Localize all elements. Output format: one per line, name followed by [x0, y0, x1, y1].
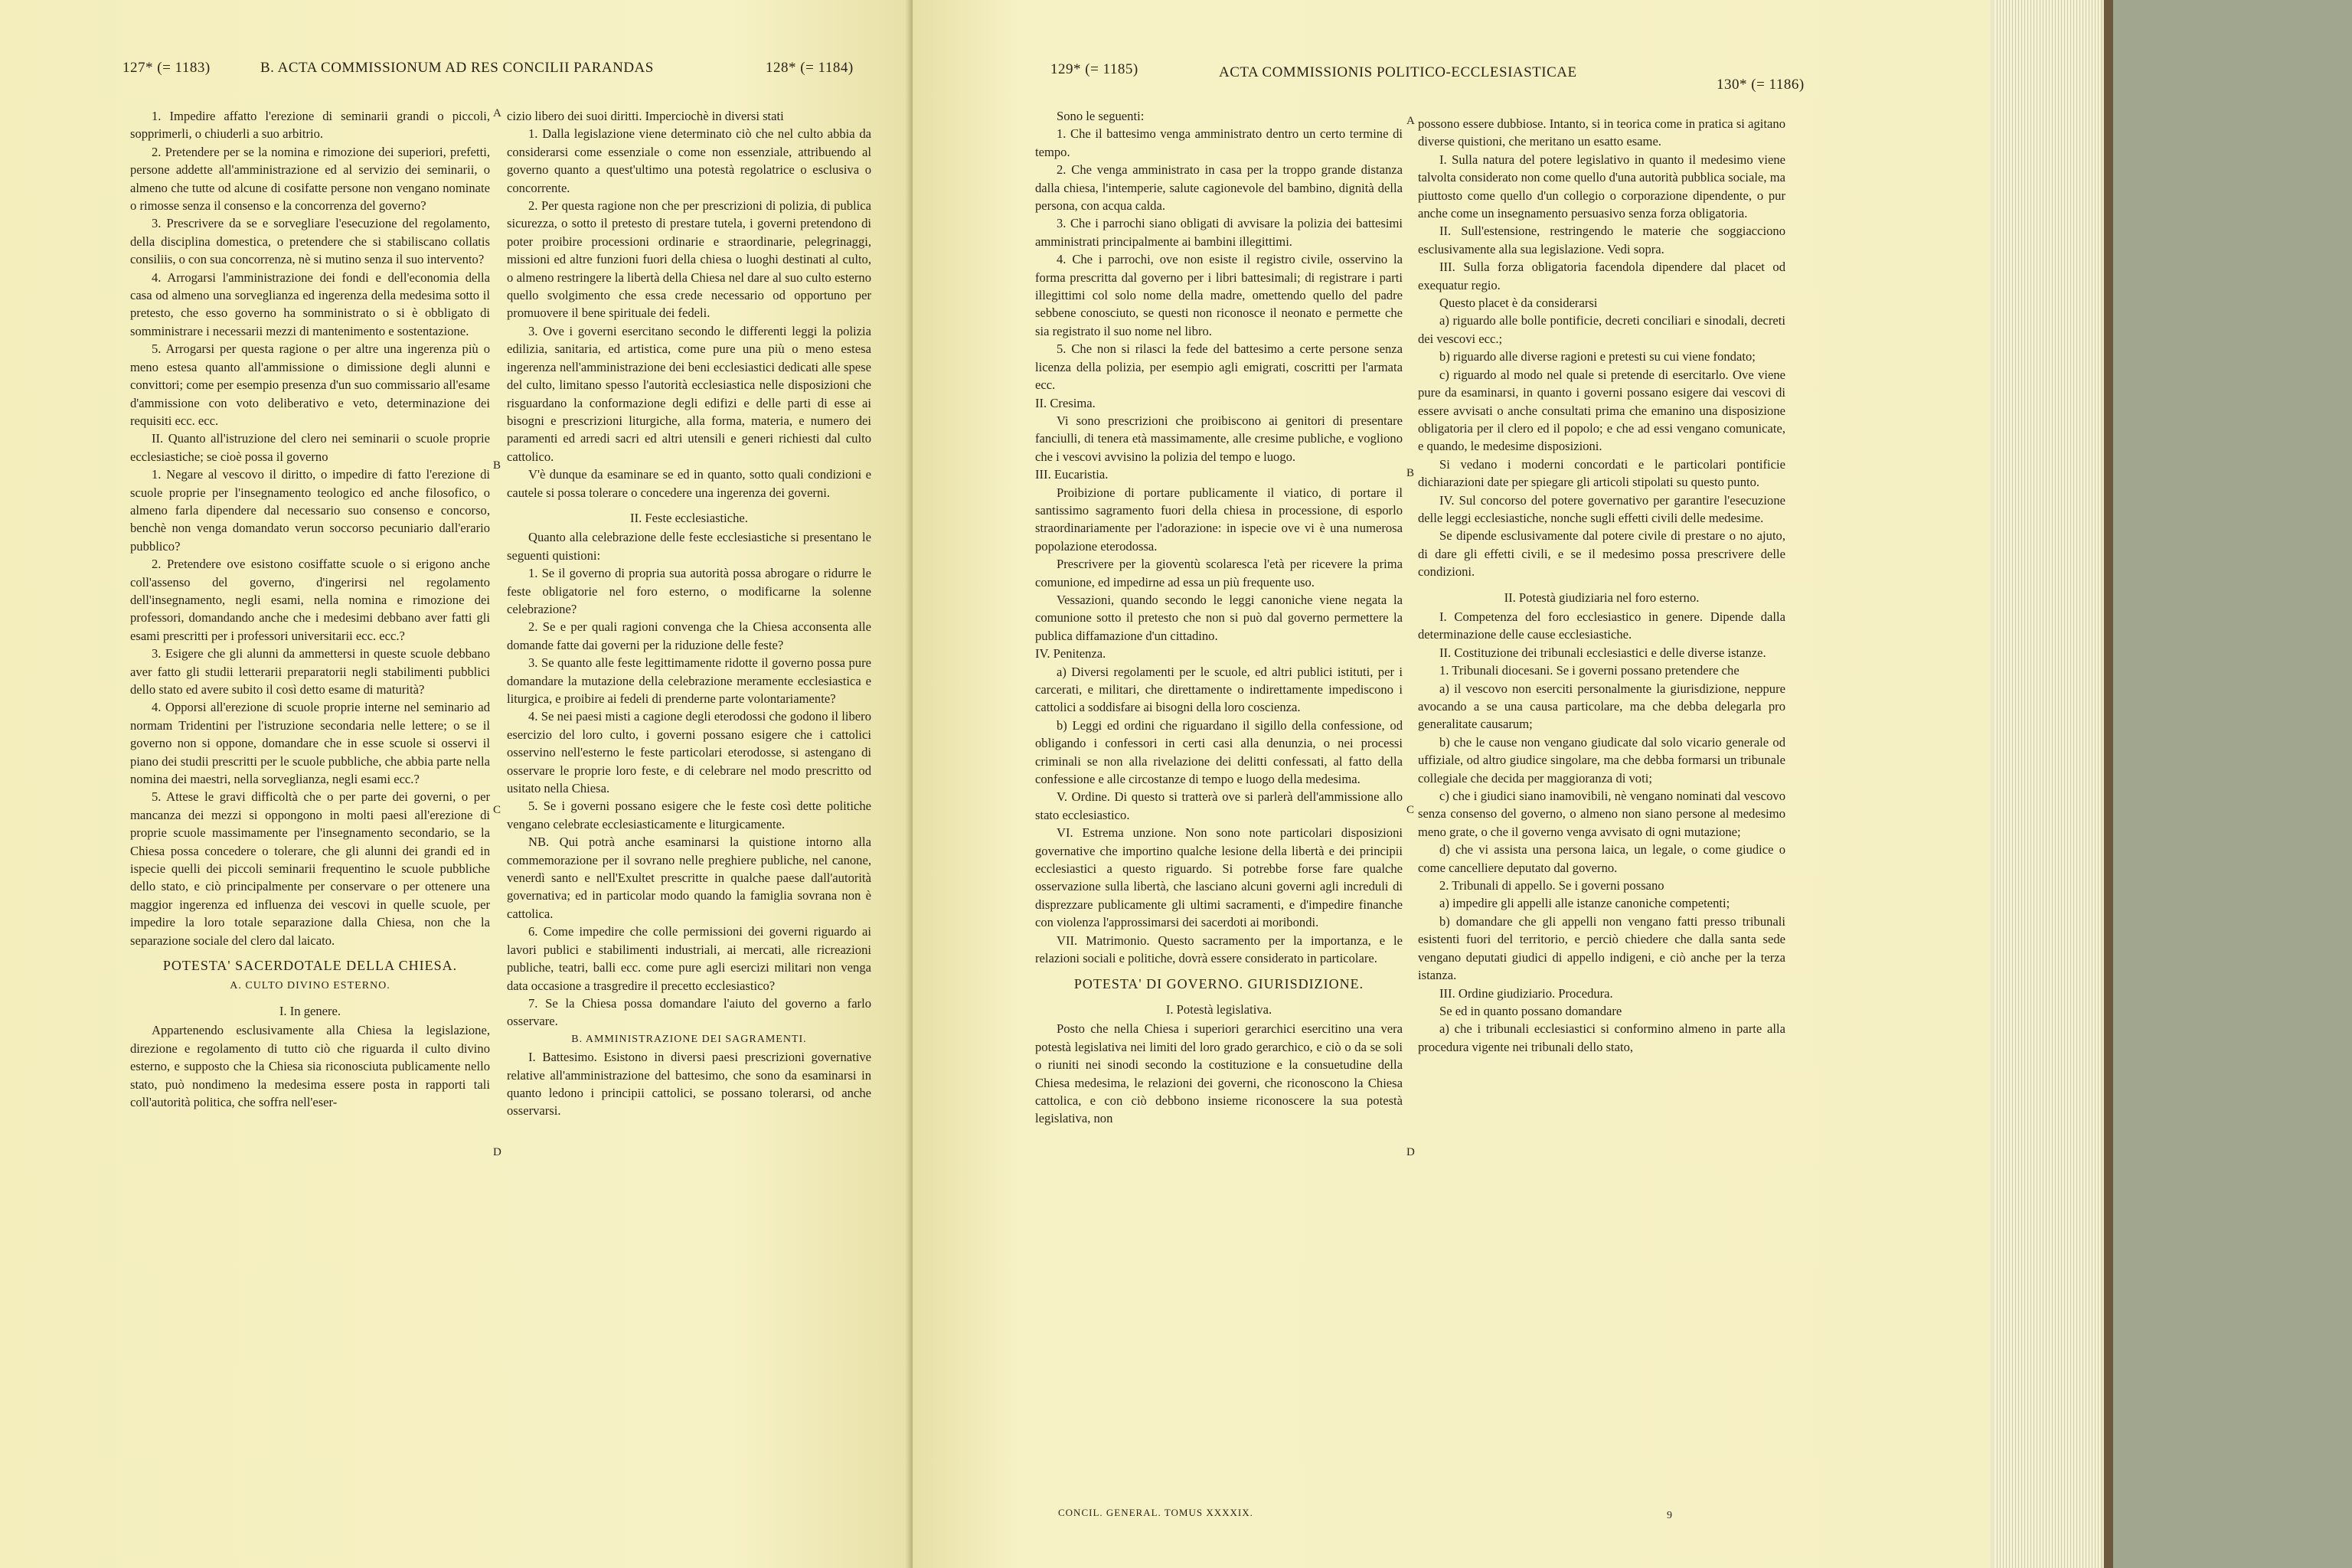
paragraph: V'è dunque da esaminare se ed in quanto, sotto quali condizioni e cautele si possa tolerare o concedere una ingerenza dei governi. — [507, 467, 871, 500]
paragraph: a) che i tribunali ecclesiastici si conformino almeno in parte alla procedura vigente nei tribunali dello stato, — [1418, 1021, 1785, 1054]
margin-letter-d: D — [1406, 1146, 1415, 1158]
paragraph: 3. Prescrivere da se e sorvegliare l'esecuzione del regolamento, della disciplina domestica, o pretendere che si stabiliscano collatis consiliis, o con sua concorrenza, nè si mutino senza il suo intervento? — [130, 216, 490, 267]
paragraph: b) che le cause non vengano giudicate dal solo vicario generale od uffiziale, od altro giudice singolare, ma che debba formarsi un tribunale collegiale che decida per maggioranza di voti; — [1418, 734, 1785, 786]
paragraph: B. AMMINISTRAZIONE DEI SAGRAMENTI. — [571, 1033, 807, 1045]
paragraph: III. Eucaristia. — [1035, 467, 1109, 482]
paragraph: c) riguardo al modo nel quale si pretende di esercitarlo. Ove viene pure da esaminarsi, in quanto i governi possano esigere dai vescovi di essere avvisati o anche consultati prima che emanino una disposizione obligatoria per il clero ed il popolo; e che ad essi vengano comunicate, e quando, le medesime disposizioni. — [1418, 367, 1785, 454]
paragraph: Vessazioni, quando secondo le leggi canoniche viene negata la comunione sotto il pretesto che non si può dal governo permettere la publica diffamazione d'un cittadino. — [1035, 592, 1403, 643]
paragraph: b) riguardo alle diverse ragioni e pretesti su cui viene fondato; — [1439, 349, 1756, 364]
paragraph: 2. Pretendere ove esistono cosiffatte scuole o si erigono anche coll'assenso del governo, d'ingerirsi nel regolamento dell'insegnamento, negli esami, nella nomina e rimozione dei professori, domandando anche che i medesimi debbano aver fatti gli esami prescritti per i professori universitarii ecc. ecc.? — [130, 557, 490, 643]
paragraph: 1. Dalla legislazione viene determinato ciò che nel culto abbia da considerarsi come essenziale o come non essenziale, attribuendo al governo quanto a quest'ultimo una potestà regolatrice o esclusiva o concorrente. — [507, 126, 871, 195]
paragraph: 1. Se il governo di propria sua autorità possa abrogare o ridurre le feste obligatorie nel foro esterno, o modificarne la solenne celebrazione? — [507, 566, 871, 616]
left-page-number-b: 128* (= 1184) — [766, 60, 854, 76]
margin-letter-a: A — [493, 107, 501, 119]
paragraph: Se ed in quanto possano domandare — [1439, 1003, 1622, 1018]
paragraph: POTESTA' SACERDOTALE DELLA CHIESA. — [162, 958, 458, 974]
paragraph: VI. Estrema unzione. Non sono note particolari disposizioni governative che importino qualche lesione della libertà e dei principii ecclesiastici a questo riguardo. Si potrebbe forse fare qualche osservazione sulla libertà, che lasciano alcuni governi agli increduli di disprezzare publicamente gli ultimi sacramenti, e d'impedire finanche con violenza l'approssimarsi dei sacerdoti ai moribondi. — [1035, 825, 1403, 930]
margin-letter-b: B — [493, 459, 501, 472]
paragraph: II. Potestà giudiziaria nel foro esterno. — [1504, 590, 1700, 605]
paragraph: b) Leggi ed ordini che riguardano il sigillo della confessione, od obligando i confessori in certi casi alla denunzia, o nei processi criminali se non alla rivelazione dei delitti confessati, al fatto della confessione e alle circostanze di tempo e luogo della medesima. — [1035, 717, 1403, 787]
paragraph: possono essere dubbiose. Intanto, si in teorica come in pratica si agitano diverse quistioni, che meritano un esatto esame. — [1418, 116, 1785, 149]
paragraph: II. Feste ecclesiastiche. — [630, 510, 748, 525]
margin-letter-c: C — [493, 804, 501, 816]
paragraph: a) impedire gli appelli alle istanze canoniche competenti; — [1439, 896, 1730, 911]
right-column-2 — [1418, 115, 1785, 1056]
paragraph: III. Ordine giudiziario. Procedura. — [1439, 985, 1613, 1001]
left-page-number-a: 127* (= 1183) — [122, 60, 211, 76]
paragraph: II. Sull'estensione, restringendo le materie che soggiacciono esclusivamente alla sua legislazione. Vedi sopra. — [1418, 224, 1785, 256]
left-page — [0, 0, 911, 1568]
paragraph: c) che i giudici siano inamovibili, nè vengano nominati dal vescovo senza consenso del governo, o almeno non siano persone al medesimo meno grate, o che il governo venga avvisato di ogni mutazione; — [1418, 789, 1785, 839]
paragraph: Sono le seguenti: — [1057, 109, 1145, 123]
paragraph: VII. Matrimonio. Questo sacramento per la importanza, e le relazioni sociali e politiche, dovrà essere considerato in particolare. — [1035, 933, 1403, 966]
paragraph: 2. Per questa ragione non che per prescrizioni di polizia, di publica sicurezza, o sotto il pretesto di prestare tutela, i governi pretendono di poter proibire processioni ordinarie e straordinarie, pelegrinaggi, missioni ed altre funzioni fuori della chiesa o luoghi destinati al culto, o almeno restringere la libertà della Chiesa nel dare al suo culto esterno quello svolgimento che essa crede necessario od opportuno per promuovere il bene spirituale dei fedeli. — [507, 198, 871, 321]
paragraph: I. Battesimo. Esistono in diversi paesi prescrizioni governative relative all'amministrazione del battesimo, che sono da esaminarsi in quanto ledono i principii cattolici, se possano tolerarsi, od anche osservarsi. — [507, 1050, 871, 1119]
paragraph: cizio libero dei suoi diritti. Imperciochè in diversi stati — [507, 109, 784, 123]
paragraph: 1. Negare al vescovo il diritto, o impedire di fatto l'erezione di scuole proprie per l'insegnamento teologico ed anche filosofico, o almeno farla dipendere dal necessario suo consenso e concorso, benchè non venga domandato verun soccorso pecuniario dall'erario pubblico? — [130, 467, 490, 554]
page-edges-stack — [1994, 0, 2102, 1568]
paragraph: 4. Che i parrochi, ove non esiste il registro civile, osservino la forma prescritta dal governo per i libri battesimali; di registrare i parti illegittimi col solo nome della madre, omettendo quello del padre sebbene conosciuto, se questi non riconosce il neonato e permette che sia registrato il suo nome nel libro. — [1035, 252, 1403, 338]
paragraph: 1. Tribunali diocesani. Se i governi possano pretendere che — [1439, 663, 1740, 678]
signature-mark: CONCIL. GENERAL. TOMUS XXXXIX. — [1058, 1507, 1253, 1518]
paragraph: 1. Che il battesimo venga amministrato dentro un certo termine di tempo. — [1035, 126, 1403, 159]
paragraph: Questo placet è da considerarsi — [1439, 296, 1598, 311]
paragraph: 3. Ove i governi esercitano secondo le differenti leggi la polizia edilizia, sanitaria, ed artistica, come pure una più o meno estesa ingerenza nell'amministrazione dei beni ecclesiastici dedicati alle spese del culto, limitano spesso l'autorità ecclesiastica nelle disposizioni che risguardano la conformazione degli edifizi e delle parti di esse ai bisogni e prescrizioni liturgiche, alla forma, materia, e numero dei paramenti ed arredi sacri ed altri utensili e generi richiesti dal culto cattolico. — [507, 323, 871, 464]
paragraph: Prescrivere per la gioventù scolaresca l'età per ricevere la prima comunione, ed impedirne ad essa un più frequente uso. — [1035, 557, 1403, 590]
paragraph: 5. Arrogarsi per questa ragione o per altre una ingerenza più o meno estesa quanto all'ammissione o dimissione degli alunni e convittori; come per esempio presenza d'un suo commissario all'esame d'ammissione con voto deliberativo e veto, determinazione dei requisiti ecc. ecc. — [130, 341, 490, 428]
paragraph: III. Sulla forza obligatoria facendola dipendere dal placet od exequatur regio. — [1418, 260, 1785, 292]
paragraph: d) che vi assista una persona laica, un legale, o come giudice o come cancelliere deputato dal governo. — [1418, 842, 1785, 875]
paragraph: Si vedano i moderni concordati e le particolari pontificie dichiarazioni date per spiegare gli articoli stipolati su questo punto. — [1418, 456, 1785, 490]
paragraph: 1. Impedire affatto l'erezione di seminarii grandi o piccoli, sopprimerli, o chiuderli a suo arbitrio. — [130, 109, 490, 142]
right-page — [913, 0, 1991, 1568]
paragraph: Quanto alla celebrazione delle feste ecclesiastiche si presentano le seguenti quistioni: — [507, 530, 871, 563]
paragraph: a) Diversi regolamenti per le scuole, ed altri publici istituti, per i carcerati, e militari, che direttamente o indirettamente impediscono i cattolici a soddisfare ai bisogni della loro coscienza. — [1035, 664, 1403, 715]
left-column-1 — [130, 107, 490, 1111]
paragraph: POTESTA' DI GOVERNO. GIURISDIZIONE. — [1073, 975, 1364, 991]
paragraph: 2. Se e per quali ragioni convenga che la Chiesa acconsenta alle domande fatte dai governi per la riduzione delle feste? — [507, 619, 871, 652]
paragraph: Se dipende esclusivamente dal potere civile di prestare o no ajuto, di dare gli effetti civili, e se il medesimo possa prescrivere delle condizioni. — [1418, 528, 1785, 580]
paragraph: I. In genere. — [279, 1003, 341, 1018]
right-page-number-a: 129* (= 1185) — [1050, 61, 1138, 77]
paragraph: 3. Esigere che gli alunni da ammettersi in queste scuole debbano aver fatto gli studii letterarii preparatorii negli stabilimenti pubblici dello stato ed avere subito il così detto esame di maturità? — [130, 646, 490, 697]
right-page-number-b: 130* (= 1186) — [1717, 77, 1805, 93]
right-column-1 — [1035, 107, 1403, 1128]
paragraph: 4. Arrogarsi l'amministrazione dei fondi e dell'economia della casa od almeno una sorveglianza ed ingerenza della medesima sotto il pretesto, che esso governo ha somministrato o si è obbligato di somministrare i necessarii mezzi di mantenimento e sostentazione. — [130, 270, 490, 338]
paragraph: II. Quanto all'istruzione del clero nei seminarii o scuole proprie ecclesiastiche; se cioè possa il governo — [130, 431, 490, 464]
book-spine — [2104, 0, 2113, 1568]
paragraph: 5. Che non si rilasci la fede del battesimo a certe persone senza licenza della polizia, per esempio agli emigrati, coscritti per l'armata ecc. — [1035, 341, 1403, 393]
margin-letter-d: D — [493, 1146, 501, 1158]
folio-number: 9 — [1667, 1510, 1672, 1521]
paragraph: I. Potestà legislativa. — [1165, 1001, 1272, 1017]
paragraph: II. Costituzione dei tribunali ecclesiastici e delle diverse istanze. — [1439, 645, 1766, 660]
paragraph: 2. Pretendere per se la nomina e rimozione dei superiori, prefetti, persone addette all'amministrazione ed al servizio dei seminarii, o almeno che tutte od alcune di cosifatte persone non vengano nominate o rimosse senza il consenso e la concorrenza del governo? — [130, 144, 490, 214]
paragraph: a) il vescovo non eserciti personalmente la giurisdizione, neppure avocando a se una causa particolare, ma che debba delegarla pro generalitate causarum; — [1418, 681, 1785, 732]
paragraph: NB. Qui potrà anche esaminarsi la quistione intorno alla commemorazione per il sovrano nelle preghiere publiche, nel canone, venerdì santo e nell'Exultet prescritte in qualche paese dall'autorità governativa; ed in particolar modo quando la famiglia sovrana non è cattolica. — [507, 835, 871, 921]
paragraph: 7. Se la Chiesa possa domandare l'aiuto del governo a farlo osservare. — [507, 995, 871, 1029]
paragraph: 5. Attese le gravi difficoltà che o per parte dei governi, o per mancanza dei mezzi si oppongono in molti paesi all'erezione di proprie scuole massimamente per l'insegnamento secondario, se la Chiesa possa concedere o tolerare, che gli alunni dei grandi ed in ispecie quelli dei piccoli seminarii frequentino le scuole pubbliche dello stato, e ciò principalmente per conservare o per ottenere una maggior ingerenza ed influenza dei vescovi in quelle scuole, per impedire la loro totale separazione dalla Chiesa, non che la separazione sociale del clero dal laicato. — [130, 789, 490, 948]
margin-letter-a: A — [1406, 115, 1415, 127]
right-running-title: ACTA COMMISSIONIS POLITICO-ECCLESIASTICAE — [1219, 64, 1577, 80]
paragraph: Proibizione di portare publicamente il viatico, di portare il santissimo sagramento fuori della chiesa in processione, di esporlo straordinariamente per l'adorazione: in ispecie ove vi è una numerosa popolazione eterodossa. — [1035, 485, 1403, 554]
paragraph: 2. Che venga amministrato in casa per la troppo grande distanza dalla chiesa, l'intemperie, salute cagionevole del bambino, dignità della persona, con acqua calda. — [1035, 162, 1403, 214]
paragraph: 4. Opporsi all'erezione di scuole proprie interne nel seminario ad normam Tridentini per l'istruzione secondaria nelle lettere; o se il governo non si oppone, domandare che in esse scuole si osservi il piano dei studii prescritti per le scuole pubbliche, che abbia parte nella nomina dei maestri, nella sorveglianza, negli esami ecc.? — [130, 700, 490, 787]
paragraph: 3. Che i parrochi siano obligati di avvisare la polizia dei battesimi amministrati principalmente ai bambini illegittimi. — [1035, 216, 1403, 249]
left-running-title: B. ACTA COMMISSIONUM AD RES CONCILII PARANDAS — [260, 60, 654, 76]
background-board — [2113, 0, 2352, 1568]
margin-letter-c: C — [1406, 804, 1415, 816]
left-column-2 — [507, 107, 871, 1120]
paragraph: 6. Come impedire che colle permissioni dei governi riguardo ai lavori publici e stabilimenti industriali, ai mercati, alle ricreazioni publiche, teatri, balli ecc. come pure agli esercizi militari non venga data occasione a trasgredire il precetto ecclesiastico? — [507, 924, 871, 993]
paragraph: I. Sulla natura del potere legislativo in quanto il medesimo viene talvolta considerato non come quello d'una autorità pubblica sociale, ma piuttosto come quello d'un collegio o corporazione dipendente, o pur anche come un insegnamento persuasivo senza forza obligatoria. — [1418, 152, 1785, 221]
paragraph: 4. Se nei paesi misti a cagione degli eterodossi che godono il libero esercizio del loro culto, i governi possano esigere che i cattolici osservino nell'esterno le feste particolari eterodosse, si astengano di osservare le proprie loro feste, e di celebrare nel modo prescritto od usitato nella Chiesa. — [507, 709, 871, 796]
paragraph: IV. Sul concorso del potere governativo per garantire l'esecuzione delle leggi ecclesiastiche, nonche sugli effetti civili delle medesime. — [1418, 492, 1785, 525]
paragraph: Appartenendo esclusivamente alla Chiesa la legislazione, direzione e regolamento di tutto ciò che riguarda il culto divino esterno, e supposto che la Chiesa sia riconosciuta publicamente nello stato, può nondimeno la medesima essere posta in rapporti tali coll'autorità politica, che soffra nell'eser- — [130, 1023, 490, 1109]
paragraph: V. Ordine. Di questo si tratterà ove si parlerà dell'ammissione allo stato ecclesiastico. — [1035, 789, 1403, 822]
paragraph: b) domandare che gli appelli non vengano fatti presso tribunali esistenti fuori del territorio, e perciò chiedere che dalla santa sede vengano deputati giudici di appello indigeni, e ciò anche per la terza istanza. — [1418, 913, 1785, 983]
paragraph: a) riguardo alle bolle pontificie, decreti conciliari e sinodali, decreti dei vescovi ecc.; — [1418, 313, 1785, 346]
margin-letter-b: B — [1406, 467, 1415, 479]
paragraph: A. CULTO DIVINO ESTERNO. — [230, 979, 390, 991]
paragraph: 5. Se i governi possano esigere che le feste così dette politiche vengano celebrate ecclesiasticamente e liturgicamente. — [507, 799, 871, 831]
paragraph: 2. Tribunali di appello. Se i governi possano — [1439, 878, 1664, 893]
paragraph: 3. Se quanto alle feste legittimamente ridotte il governo possa pure domandare la mutazione della celebrazione meramente ecclesiastica e liturgica, e proibire ai fedeli di prenderne parte volontariamente? — [507, 655, 871, 706]
paragraph: I. Competenza del foro ecclesiastico in genere. Dipende dalla determinazione delle cause ecclesiastiche. — [1418, 609, 1785, 642]
paragraph: Posto che nella Chiesa i superiori gerarchici esercitino una vera potestà legislativa nei limiti del loro grado gerarchico, e ciò o da se soli o riuniti nei sinodi secondo la costituzione e la consuetudine della Chiesa medesima, le relazioni dei governi, che riconoscono la Chiesa cattolica, e con ciò debbono insieme riconoscere la sua potestà legislativa, non — [1035, 1021, 1403, 1126]
paragraph: IV. Penitenza. — [1035, 646, 1106, 662]
paragraph: Vi sono prescrizioni che proibiscono ai genitori di presentare fanciulli, di tenera età massimamente, alle cresime publiche, e vogliono che i vescovi avvisino la polizia del tempo e luogo. — [1035, 413, 1403, 464]
paragraph: II. Cresima. — [1035, 395, 1096, 410]
